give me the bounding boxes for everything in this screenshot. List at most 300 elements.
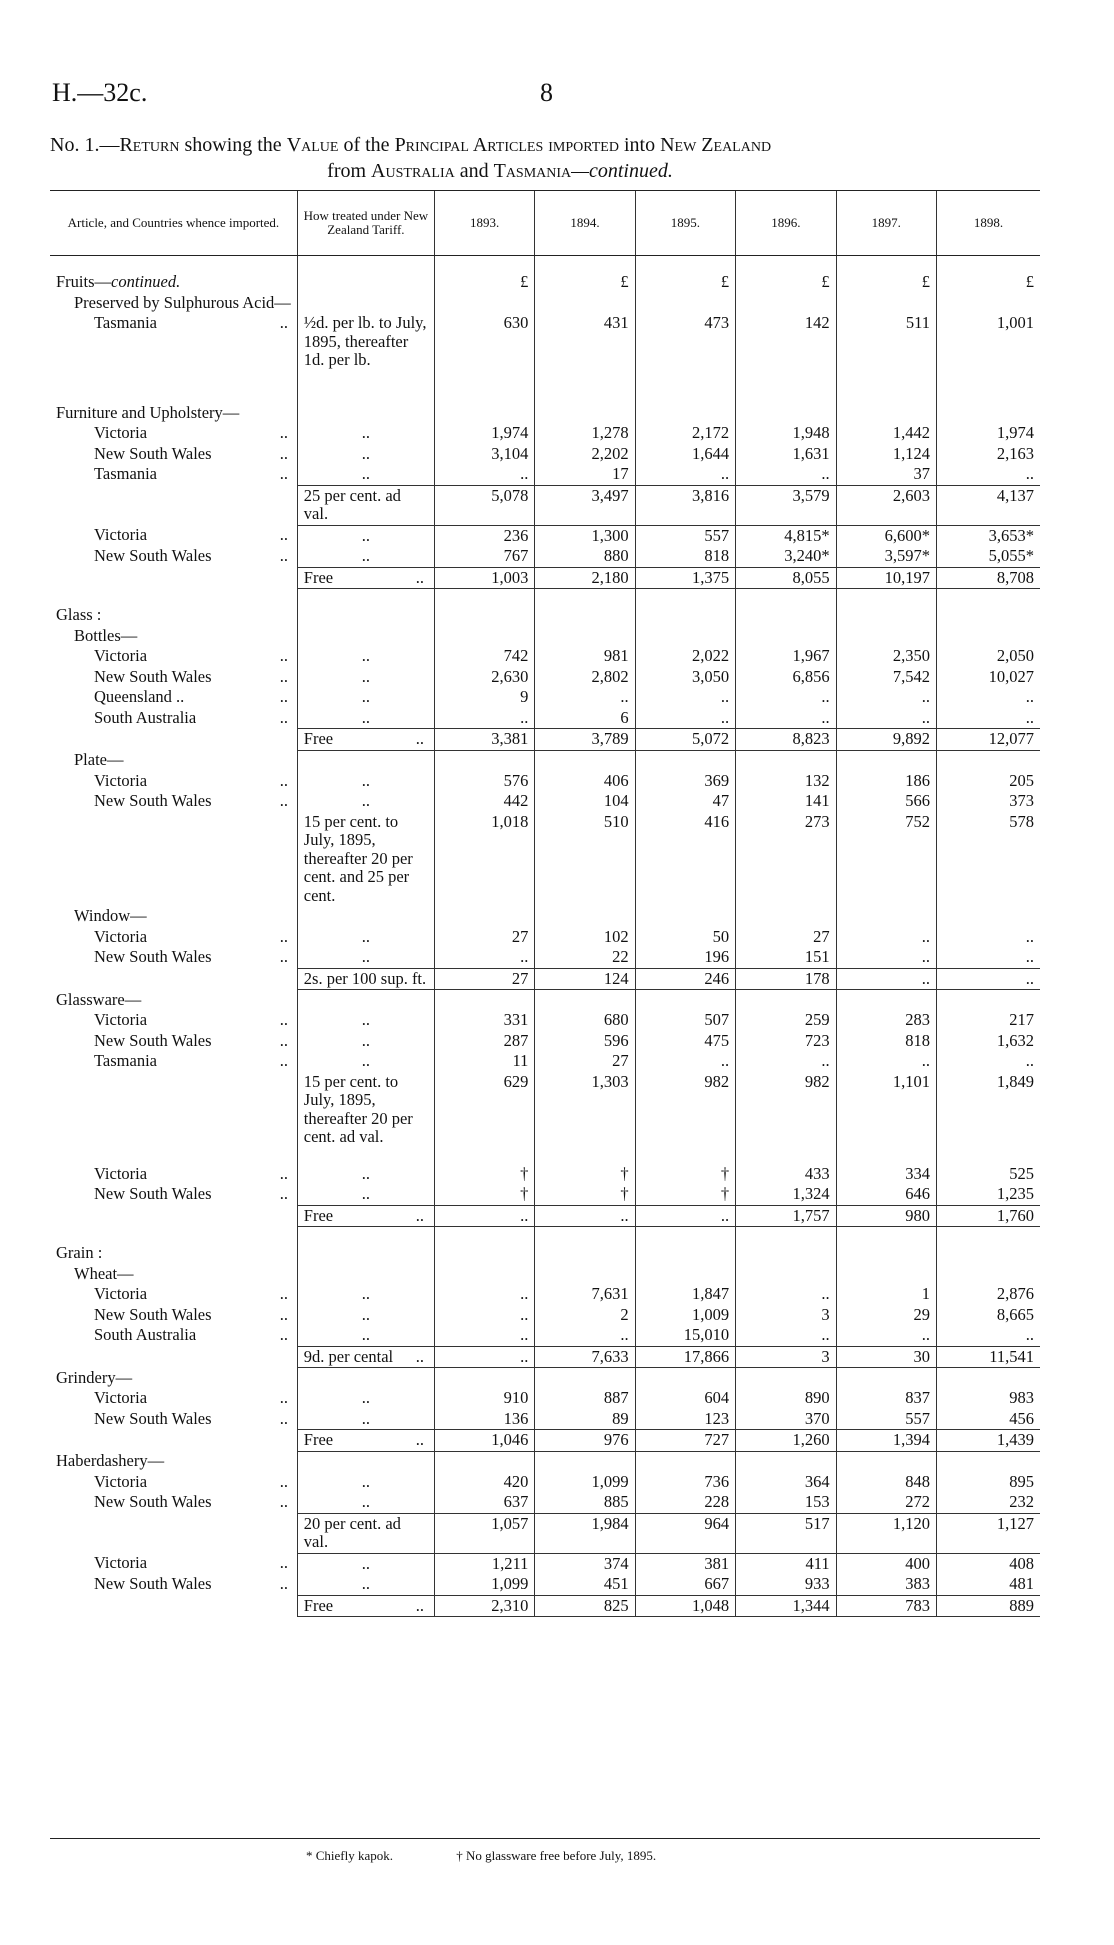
country-name: New South Wales (94, 666, 212, 686)
country-name: Queensland .. (94, 687, 185, 706)
value-cell: .. (836, 1325, 936, 1346)
spacer-cell (50, 371, 297, 387)
value-cell: 982 (635, 1072, 735, 1148)
spacer-cell (50, 589, 297, 606)
section-heading-row (50, 1264, 1040, 1285)
leader-dots: .. (415, 1346, 424, 1366)
value-cell: 880 (535, 546, 635, 567)
value-cell: 7,631 (535, 1284, 635, 1305)
value-cell: 1,757 (736, 1205, 836, 1227)
tariff-cell (297, 1010, 434, 1031)
country-name: New South Wales (94, 546, 212, 565)
spacer-cell (434, 387, 534, 403)
heading-text: Grain : (56, 1243, 103, 1262)
value-cell (937, 1264, 1040, 1285)
value-cell: 89 (535, 1409, 635, 1430)
country-cell (50, 485, 297, 525)
country-cell (50, 968, 297, 990)
value-cell: 1,048 (635, 1595, 735, 1617)
value-cell: 2 (535, 1305, 635, 1326)
currency-symbol: £ (921, 272, 931, 291)
table-row (50, 1409, 1040, 1430)
value-cell (937, 750, 1040, 771)
tariff-cell (297, 1325, 434, 1346)
heading-text: Fruits—continued. (56, 272, 181, 291)
spacer-cell (535, 256, 635, 273)
value-cell (635, 1451, 735, 1472)
section-heading-row (50, 403, 1040, 424)
tariff-text: .. (361, 1030, 370, 1050)
value-cell: 3,579 (736, 485, 836, 525)
value-cell (937, 272, 1040, 293)
value-cell: 370 (736, 1409, 836, 1430)
country-name: Tasmania (94, 1051, 157, 1070)
country-name: Tasmania (94, 313, 157, 332)
tariff-cell (297, 1164, 434, 1185)
spacer-cell (434, 371, 534, 387)
value-cell: .. (937, 687, 1040, 708)
tariff-text: Free (303, 1205, 334, 1225)
tariff-cell (297, 1513, 434, 1553)
tariff-cell (297, 293, 434, 314)
country-name: South Australia (94, 707, 197, 727)
table-row (50, 1184, 1040, 1205)
table-row (50, 646, 1040, 667)
total-row (50, 485, 1040, 525)
spacer-cell (434, 256, 534, 273)
value-cell: 381 (635, 1553, 735, 1574)
spacer-row (50, 371, 1040, 387)
table-row (50, 313, 1040, 371)
value-cell: .. (434, 947, 534, 968)
spacer-cell (836, 1148, 936, 1164)
tariff-cell (297, 1472, 434, 1493)
heading-text: Haberdashery— (56, 1451, 165, 1470)
value-cell: 980 (836, 1205, 936, 1227)
value-cell (836, 1264, 936, 1285)
spacer-cell (836, 256, 936, 273)
value-cell: 2,310 (434, 1595, 534, 1617)
value-cell: 525 (937, 1164, 1040, 1185)
tariff-text: .. (361, 687, 370, 706)
value-cell: 3,381 (434, 729, 534, 751)
table-row (50, 927, 1040, 948)
value-cell: 767 (434, 546, 534, 567)
value-cell: 1,974 (937, 423, 1040, 444)
value-cell (535, 1243, 635, 1264)
value-cell: .. (836, 947, 936, 968)
spacer-cell (297, 371, 434, 387)
tariff-text: .. (361, 926, 370, 946)
value-cell (535, 990, 635, 1011)
country-cell (50, 1031, 297, 1052)
footnote-glassware: † No glassware free before July, 1895. (456, 1848, 657, 1863)
value-cell: 475 (635, 1031, 735, 1052)
value-cell: 1,057 (434, 1513, 534, 1553)
value-cell: 124 (535, 968, 635, 990)
value-cell: .. (434, 708, 534, 729)
leader-dots: .. (279, 1051, 288, 1070)
tariff-text: Free (303, 567, 334, 587)
table-row (50, 791, 1040, 812)
value-cell: 578 (937, 812, 1040, 907)
section-heading (50, 1451, 297, 1472)
value-cell: 2,163 (937, 444, 1040, 465)
value-cell (535, 906, 635, 927)
country-cell (50, 708, 297, 729)
country-cell (50, 791, 297, 812)
value-cell: 1,235 (937, 1184, 1040, 1205)
value-cell: 50 (635, 927, 735, 948)
value-cell (635, 990, 735, 1011)
spacer-cell (937, 256, 1040, 273)
value-cell: 983 (937, 1388, 1040, 1409)
value-cell: † (635, 1164, 735, 1185)
leader-dots: .. (279, 546, 288, 565)
value-cell: .. (434, 1305, 534, 1326)
country-cell (50, 1325, 297, 1346)
value-cell: 2,876 (937, 1284, 1040, 1305)
value-cell: 8,708 (937, 567, 1040, 589)
tariff-text: .. (361, 791, 370, 810)
value-cell (434, 293, 534, 314)
country-name: New South Wales (94, 1408, 212, 1428)
tariff-cell (297, 1051, 434, 1072)
value-cell: .. (434, 1205, 534, 1227)
spacer-cell (297, 256, 434, 273)
value-cell: 1,278 (535, 423, 635, 444)
country-cell (50, 687, 297, 708)
value-cell (937, 990, 1040, 1011)
value-cell: † (434, 1164, 534, 1185)
table-row (50, 1553, 1040, 1574)
value-cell (937, 1451, 1040, 1472)
section-heading-row (50, 272, 1040, 293)
value-cell (836, 626, 936, 647)
value-cell: 667 (635, 1574, 735, 1595)
table-row (50, 1031, 1040, 1052)
value-cell: 178 (736, 968, 836, 990)
table-row (50, 1325, 1040, 1346)
spacer-cell (297, 589, 434, 606)
tariff-cell (297, 1184, 434, 1205)
value-cell (736, 906, 836, 927)
value-cell: 511 (836, 313, 936, 371)
value-cell: 334 (836, 1164, 936, 1185)
value-cell: .. (434, 1284, 534, 1305)
value-cell: 630 (434, 313, 534, 371)
leader-dots: .. (279, 423, 288, 442)
tariff-cell (297, 667, 434, 688)
tariff-cell (297, 646, 434, 667)
value-cell (836, 605, 936, 626)
value-cell: 1,632 (937, 1031, 1040, 1052)
value-cell: 910 (434, 1388, 534, 1409)
tariff-text: .. (361, 1492, 370, 1511)
section-heading (50, 403, 297, 424)
leader-dots: .. (279, 791, 288, 810)
leader-dots: .. (279, 666, 288, 686)
country-name: Victoria (94, 1163, 148, 1183)
value-cell (635, 750, 735, 771)
country-name: New South Wales (94, 791, 212, 810)
value-cell: 1,631 (736, 444, 836, 465)
value-cell: .. (736, 687, 836, 708)
section-heading (50, 906, 297, 927)
col-header-tariff: How treated under New Zealand Tariff. (297, 191, 434, 256)
col-header-1893: 1893. (434, 191, 534, 256)
value-cell: 8,823 (736, 729, 836, 751)
country-cell (50, 729, 297, 751)
tariff-text: .. (361, 947, 370, 966)
country-name: Victoria (94, 1010, 148, 1029)
tariff-text: .. (361, 707, 370, 727)
spacer-cell (635, 589, 735, 606)
leader-dots: .. (415, 1205, 424, 1225)
value-cell: 2,180 (535, 567, 635, 589)
value-cell (434, 1451, 534, 1472)
country-name: Victoria (94, 525, 148, 544)
leader-dots: .. (279, 1408, 288, 1428)
heading-text: Wheat— (74, 1263, 134, 1283)
value-cell: .. (836, 968, 936, 990)
value-cell: 723 (736, 1031, 836, 1052)
value-cell: 11,541 (937, 1346, 1040, 1368)
value-cell: 982 (736, 1072, 836, 1148)
value-cell (434, 605, 534, 626)
country-name: South Australia (94, 1325, 197, 1344)
tariff-cell (297, 605, 434, 626)
country-cell (50, 1472, 297, 1493)
tariff-text: 9d. per cental (303, 1346, 394, 1366)
tariff-text: .. (361, 666, 370, 686)
tariff-cell (297, 525, 434, 546)
value-cell: 895 (937, 1472, 1040, 1493)
value-cell: 885 (535, 1492, 635, 1513)
leader-dots: .. (279, 313, 288, 332)
value-cell (434, 403, 534, 424)
value-cell: 818 (836, 1031, 936, 1052)
value-cell (937, 1368, 1040, 1389)
value-cell: 629 (434, 1072, 534, 1148)
country-cell (50, 667, 297, 688)
tariff-text: 2s. per 100 sup. ft. (303, 968, 427, 988)
value-cell: 1,967 (736, 646, 836, 667)
leader-dots: .. (279, 464, 288, 483)
section-heading (50, 1243, 297, 1264)
value-cell: 273 (736, 812, 836, 907)
leader-dots: .. (279, 1574, 288, 1593)
section-heading-row (50, 906, 1040, 927)
country-cell (50, 1388, 297, 1409)
value-cell: 8,055 (736, 567, 836, 589)
value-cell (736, 1264, 836, 1285)
value-cell: 104 (535, 791, 635, 812)
spacer-cell (297, 1227, 434, 1244)
value-cell: 1,009 (635, 1305, 735, 1326)
value-cell: 5,055* (937, 546, 1040, 567)
country-cell (50, 313, 297, 371)
value-cell (736, 272, 836, 293)
value-cell (937, 605, 1040, 626)
total-row (50, 1430, 1040, 1452)
table-row (50, 1492, 1040, 1513)
section-heading (50, 750, 297, 771)
country-cell (50, 546, 297, 567)
value-cell: .. (937, 1051, 1040, 1072)
value-cell: 369 (635, 771, 735, 792)
value-cell (434, 272, 534, 293)
country-cell (50, 927, 297, 948)
value-cell: 3,497 (535, 485, 635, 525)
bottom-rule (50, 1838, 1040, 1839)
value-cell: 557 (635, 525, 735, 546)
tariff-cell (297, 1388, 434, 1409)
value-cell (836, 1451, 936, 1472)
value-cell: 680 (535, 1010, 635, 1031)
table-row (50, 667, 1040, 688)
value-cell: 15,010 (635, 1325, 735, 1346)
leader-dots: .. (279, 1284, 288, 1303)
value-cell (434, 990, 534, 1011)
value-cell: 566 (836, 791, 936, 812)
country-cell (50, 1072, 297, 1148)
spacer-cell (434, 1227, 534, 1244)
tariff-text: Free (303, 729, 334, 748)
value-cell: 442 (434, 791, 534, 812)
value-cell: 4,815* (736, 525, 836, 546)
currency-symbol: £ (520, 272, 529, 291)
value-cell: 12,077 (937, 729, 1040, 751)
value-cell: 1,099 (434, 1574, 534, 1595)
value-cell: 2,603 (836, 485, 936, 525)
value-cell: 1,439 (937, 1430, 1040, 1452)
value-cell (836, 990, 936, 1011)
value-cell: .. (937, 947, 1040, 968)
total-row (50, 567, 1040, 589)
value-cell (836, 750, 936, 771)
spacer-cell (937, 1227, 1040, 1244)
section-heading-row (50, 626, 1040, 647)
value-cell: 406 (535, 771, 635, 792)
value-cell: 1,644 (635, 444, 735, 465)
value-cell: .. (836, 927, 936, 948)
value-cell: 4,137 (937, 485, 1040, 525)
value-cell: 517 (736, 1513, 836, 1553)
value-cell: .. (937, 464, 1040, 485)
value-cell (836, 272, 936, 293)
spacer-cell (635, 387, 735, 403)
spacer-cell (50, 256, 297, 273)
value-cell: .. (635, 1205, 735, 1227)
value-cell (535, 293, 635, 314)
value-cell: 2,802 (535, 667, 635, 688)
value-cell (434, 1368, 534, 1389)
value-cell: 1,003 (434, 567, 534, 589)
spacer-cell (50, 387, 297, 403)
value-cell: 1,101 (836, 1072, 936, 1148)
value-cell (736, 605, 836, 626)
value-cell (434, 1264, 534, 1285)
spacer-cell (297, 1148, 434, 1164)
value-cell: 890 (736, 1388, 836, 1409)
table-row (50, 1472, 1040, 1493)
value-cell: 30 (836, 1346, 936, 1368)
country-cell (50, 1553, 297, 1574)
value-cell: 47 (635, 791, 735, 812)
value-cell: 283 (836, 1010, 936, 1031)
tariff-cell (297, 423, 434, 444)
country-name: Victoria (94, 1388, 148, 1407)
section-heading (50, 293, 297, 314)
value-cell: 411 (736, 1553, 836, 1574)
country-cell (50, 1430, 297, 1452)
table-row (50, 687, 1040, 708)
spacer-cell (736, 589, 836, 606)
table-row (50, 525, 1040, 546)
spacer-row (50, 387, 1040, 403)
value-cell (635, 626, 735, 647)
leader-dots: .. (279, 525, 288, 544)
tariff-text: 15 per cent. to July, 1895, thereafter 20 per cent. ad val. (303, 1071, 413, 1146)
value-cell: 431 (535, 313, 635, 371)
table-row (50, 444, 1040, 465)
value-cell: 205 (937, 771, 1040, 792)
value-cell: 1,974 (434, 423, 534, 444)
page-number: 8 (540, 78, 553, 107)
table-header-row (50, 191, 1040, 256)
value-cell: .. (736, 1051, 836, 1072)
spacer-cell (535, 371, 635, 387)
section-heading-row (50, 605, 1040, 626)
value-cell: 3,104 (434, 444, 534, 465)
value-cell: 1,018 (434, 812, 534, 907)
spacer-cell (836, 371, 936, 387)
tariff-cell (297, 567, 434, 589)
value-cell: 217 (937, 1010, 1040, 1031)
value-cell: 7,633 (535, 1346, 635, 1368)
value-cell: 510 (535, 812, 635, 907)
country-name: Victoria (94, 423, 148, 442)
value-cell: 27 (434, 927, 534, 948)
value-cell (635, 293, 735, 314)
value-cell: 141 (736, 791, 836, 812)
tariff-cell (297, 1451, 434, 1472)
page-header-reference: H.—32c. (52, 78, 148, 107)
table-row (50, 708, 1040, 729)
tariff-cell (297, 464, 434, 485)
total-row (50, 1595, 1040, 1617)
leader-dots: .. (279, 687, 288, 706)
value-cell: 451 (535, 1574, 635, 1595)
spacer-cell (50, 1148, 297, 1164)
value-cell: 132 (736, 771, 836, 792)
tariff-cell (297, 1305, 434, 1326)
value-cell: 557 (836, 1409, 936, 1430)
total-row (50, 1513, 1040, 1553)
value-cell: .. (635, 708, 735, 729)
tariff-cell (297, 687, 434, 708)
currency-symbol: £ (620, 272, 629, 291)
value-cell (535, 403, 635, 424)
value-cell: 123 (635, 1409, 735, 1430)
section-heading (50, 626, 297, 647)
col-header-1895: 1895. (635, 191, 735, 256)
spacer-cell (836, 1227, 936, 1244)
country-cell (50, 646, 297, 667)
country-cell (50, 1409, 297, 1430)
value-cell: 232 (937, 1492, 1040, 1513)
